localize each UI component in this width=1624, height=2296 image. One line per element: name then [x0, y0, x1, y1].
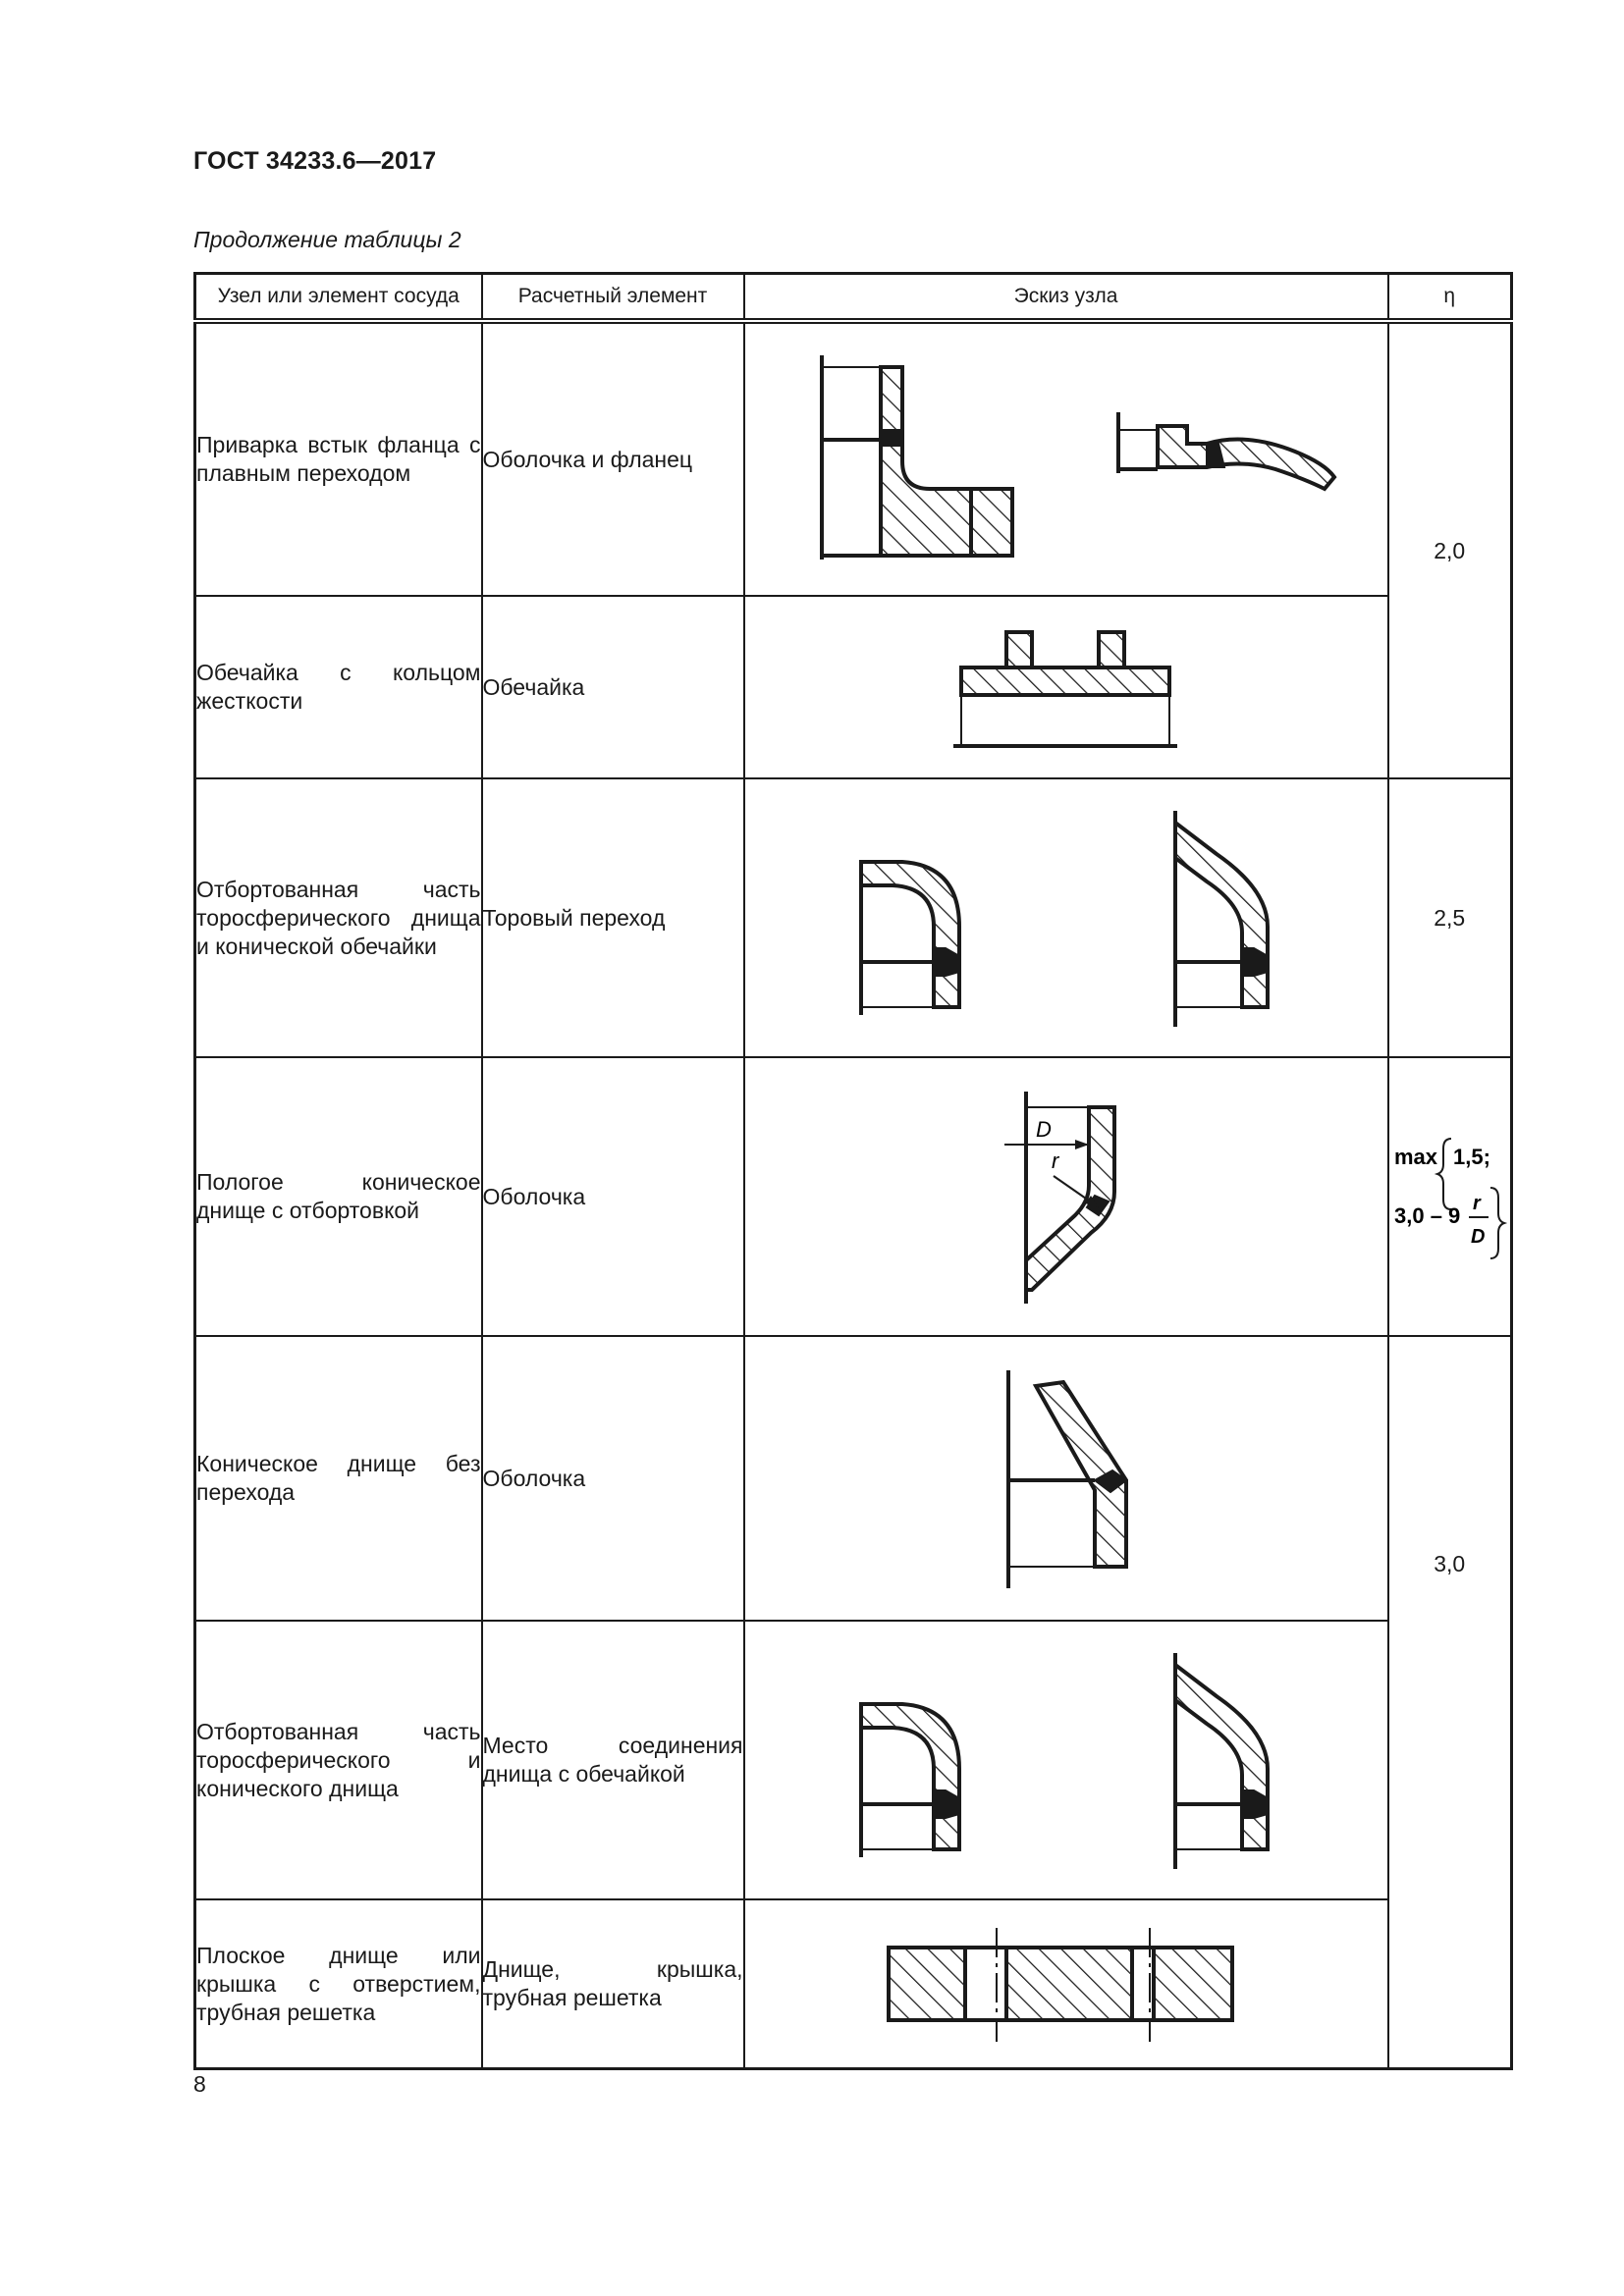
head-shell-joint-sketch-icon	[745, 1622, 1387, 1898]
sketch-cell	[744, 321, 1388, 596]
table-caption: Продолжение таблицы 2	[193, 227, 461, 252]
flat-head-tubesheet-sketch-icon	[745, 1900, 1387, 2067]
node-cell: Приварка встык фланца с плавным переходом	[195, 321, 482, 596]
eta-value: 2,0	[1434, 537, 1466, 563]
toroidal-transition-sketch-icon	[745, 779, 1387, 1056]
node-cell: Обечайка с кольцом жесткости	[195, 596, 482, 778]
table-row	[195, 596, 1512, 778]
node-cell: Отбортованная часть торосферического днища и конической обечайки	[195, 778, 482, 1057]
eta-value: 3,0	[1434, 1551, 1466, 1576]
eta-cell	[1388, 1336, 1512, 2069]
table-row	[195, 1336, 1512, 1621]
flat-conical-head-sketch-icon	[745, 1058, 1387, 1335]
conical-head-sketch-icon	[745, 1337, 1387, 1620]
element-cell: Днище, крышка, трубная решетка	[482, 1899, 744, 2069]
formula-denominator: D	[1471, 1226, 1486, 1248]
col-header-element: Расчетный элемент	[482, 274, 744, 322]
sketch-cell	[744, 1336, 1388, 1621]
parameters-table	[193, 272, 1513, 2070]
eta-cell	[1388, 321, 1512, 778]
node-cell: Отбортованная часть торосферического и конического днища	[195, 1621, 482, 1899]
element-cell: Место соединения днища с обечайкой	[482, 1621, 744, 1899]
page-number: 8	[193, 2071, 206, 2097]
table-header-row	[195, 274, 1512, 322]
formula-part-a: 1,5;	[1453, 1145, 1491, 1169]
eta-formula-graphic	[1390, 1125, 1508, 1262]
sketch-cell	[744, 1899, 1388, 2069]
sketch-cell	[744, 778, 1388, 1057]
eta-cell	[1388, 778, 1512, 1057]
col-header-node: Узел или элемент сосуда	[195, 274, 482, 322]
col-header-sketch: Эскиз узла	[744, 274, 1388, 322]
node-cell: Плоское днище или крышка с отверстием, трубная решетка	[195, 1899, 482, 2069]
stiffening-ring-sketch-icon	[745, 597, 1387, 777]
formula-max: max	[1394, 1145, 1438, 1169]
element-cell: Оболочка	[482, 1057, 744, 1336]
formula-numerator: r	[1473, 1193, 1482, 1214]
flange-butt-weld-sketch-icon	[745, 324, 1387, 595]
dimension-label-r: r	[1051, 1148, 1058, 1173]
eta-cell	[1388, 1057, 1512, 1336]
element-cell: Оболочка	[482, 1336, 744, 1621]
document-code: ГОСТ 34233.6—2017	[193, 147, 437, 175]
sketch-cell	[744, 1621, 1388, 1899]
node-cell: Пологое коническое днище с отбортовкой	[195, 1057, 482, 1336]
table-row	[195, 321, 1512, 596]
table-row	[195, 1621, 1512, 1899]
node-cell: Коническое днище без перехода	[195, 1336, 482, 1621]
dimension-label-d: D	[1035, 1117, 1052, 1142]
table-row	[195, 1899, 1512, 2069]
sketch-cell	[744, 596, 1388, 778]
table-row	[195, 1057, 1512, 1336]
sketch-cell	[744, 1057, 1388, 1336]
element-cell: Обечайка	[482, 596, 744, 778]
table-row	[195, 778, 1512, 1057]
element-cell: Торовый переход	[482, 778, 744, 1057]
element-cell: Оболочка и фланец	[482, 321, 744, 596]
col-header-eta: η	[1388, 274, 1512, 322]
formula-part-b: 3,0 – 9	[1394, 1203, 1461, 1228]
eta-value: 2,5	[1434, 904, 1466, 931]
eta-formula	[1389, 1125, 1511, 1268]
